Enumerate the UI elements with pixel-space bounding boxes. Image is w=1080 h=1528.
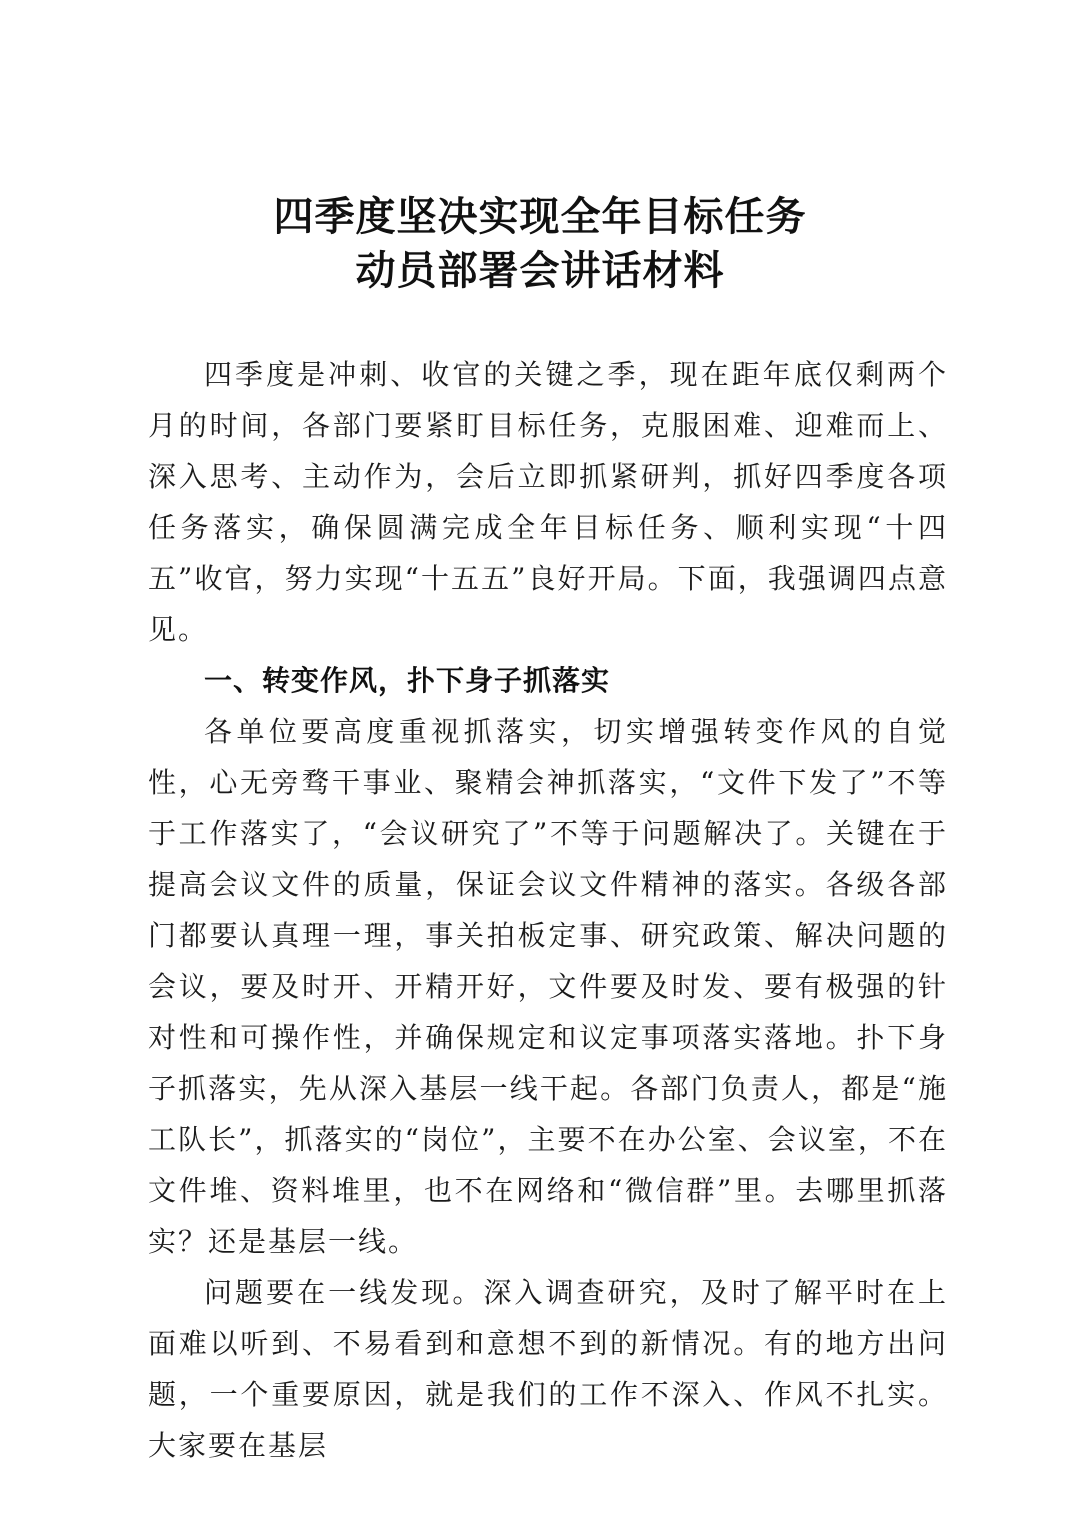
document-title-line2: 动员部署会讲话材料: [355, 247, 725, 294]
document-body: [148, 349, 948, 1471]
document-title-line1: 四季度坚决实现全年目标任务: [273, 193, 807, 240]
section-1-paragraph-2: 问题要在一线发现。深入调查研究，及时了解平时在上面难以听到、不易看到和意想不到的新情况。有的地方出问题，一个重要原因，就是我们的工作不深入、作风不扎实。大家要在基层: [148, 1276, 948, 1462]
section-1-paragraph-1: 各单位要高度重视抓落实，切实增强转变作风的自觉性，心无旁骛干事业、聚精会神抓落实，“文件下发了”不等于工作落实了，“会议研究了”不等于问题解决了。关键在于提高会议文件的质量，保证会议文件精神的落实。各级各部门都要认真理一理，事关拍板定事、研究政策、解决问题的会议，要及时开、开精开好，文件要及时发、要有极强的针对性和可操作性，并确保规定和议定事项落实落地。扑下身子抓落实，先从深入基层一线干起。各部门负责人，都是“施工队长”，抓落实的“岗位”，主要不在办公室、会议室，不在文件堆、资料堆里，也不在网络和“微信群”里。去哪里抓落实？还是基层一线。: [148, 715, 948, 1258]
section-1-heading: 一、转变作风，扑下身子抓落实: [204, 664, 611, 697]
intro-paragraph: 四季度是冲刺、收官的关键之季，现在距年底仅剩两个月的时间，各部门要紧盯目标任务，克服困难、迎难而上、深入思考、主动作为，会后立即抓紧研判，抓好四季度各项任务落实，确保圆满完成全年目标任务、顺利实现“十四五”收官，努力实现“十五五”良好开局。下面，我强调四点意见。: [148, 358, 948, 646]
